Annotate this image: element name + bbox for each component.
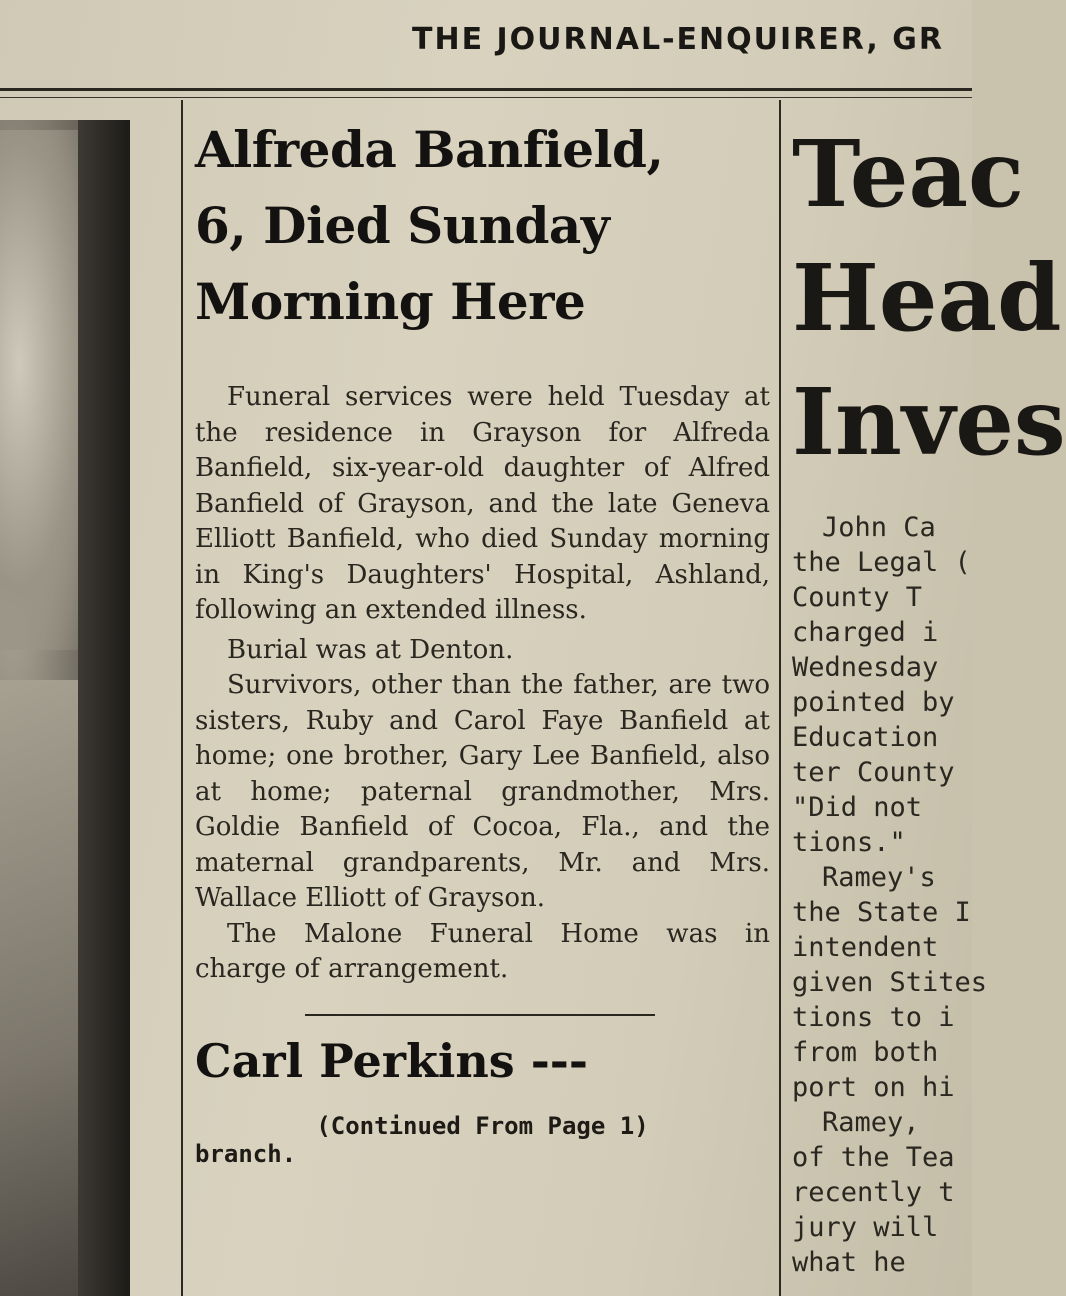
adjacent-line: intendent [792,932,939,963]
adjacent-headline-line: Head [792,244,1062,352]
adjacent-line: pointed by [792,687,955,718]
article-paragraph: Survivors, other than the father, are two sisters, Ruby and Carol Faye Banfield at home; one brother, Gary Lee Banfield, also at home; paternal grandmother, Mrs. Goldie Banfield of Cocoa, Fla., and the maternal grandparents, Mr. and Mrs. Wallace Elliott of Grayson. [195,670,770,913]
article-paragraph: Funeral services were held Tuesday at the residence in Grayson for Alfreda Banfield, six-year-old daughter of Alfred Banfield of Grayson, and the late Geneva Elliott Banfield, who died Sunday morning in King's Daughters' Hospital, Ashland, following an extended illness. [195,382,770,625]
adjacent-article [792,112,1066,1280]
adjacent-line: what he [792,1247,906,1278]
adjacent-line: County T [792,582,923,613]
article-paragraph: Burial was at Denton. [227,634,514,665]
adjacent-headline [792,112,1066,484]
continued-note: (Continued From Page 1) [316,1111,649,1140]
article-headline [195,112,770,340]
adjacent-line: given Stites [792,967,988,998]
photo-background [78,120,130,1296]
continued-story-headline: Carl Perkins --- [195,1033,588,1088]
adjacent-line: Ramey, [822,1107,920,1138]
adjacent-line: the Legal ( [792,547,971,578]
adjacent-line: recently t [792,1177,955,1208]
portrait-photo [0,120,130,1296]
adjacent-line: from both [792,1037,939,1068]
adjacent-headline-line: Inves [792,368,1066,476]
adjacent-line: Education [792,722,939,753]
headline-line: Alfreda Banfield, [195,120,664,179]
adjacent-line: Wednesday [792,652,939,683]
adjacent-line: ter County [792,757,955,788]
masthead-rule-thin [0,97,972,98]
adjacent-line: of the Tea [792,1142,955,1173]
adjacent-line: charged i [792,617,939,648]
masthead: THE JOURNAL-ENQUIRER, GR [412,22,944,57]
adjacent-body [792,510,1052,1280]
adjacent-line: tions." [792,827,906,858]
headline-line: 6, Died Sunday [195,196,610,255]
column-rule-left [181,100,183,1296]
adjacent-line: the State I [792,897,971,928]
masthead-rule [0,88,972,91]
adjacent-line: John Ca [822,512,936,543]
adjacent-line: jury will [792,1212,939,1243]
adjacent-line: port on hi [792,1072,955,1103]
headline-line: Morning Here [195,272,586,331]
continued-first-word: branch. [195,1139,297,1168]
adjacent-line: "Did not [792,792,923,823]
adjacent-headline-line: Teac [792,120,1025,228]
column-rule-right [779,100,781,1296]
article-paragraph: The Malone Funeral Home was in charge of arrangement. [195,918,770,984]
story-separator [305,1014,655,1016]
adjacent-line: tions to i [792,1002,955,1033]
obituary-article [195,112,770,1168]
article-body [195,380,770,988]
adjacent-line: Ramey's [822,862,936,893]
